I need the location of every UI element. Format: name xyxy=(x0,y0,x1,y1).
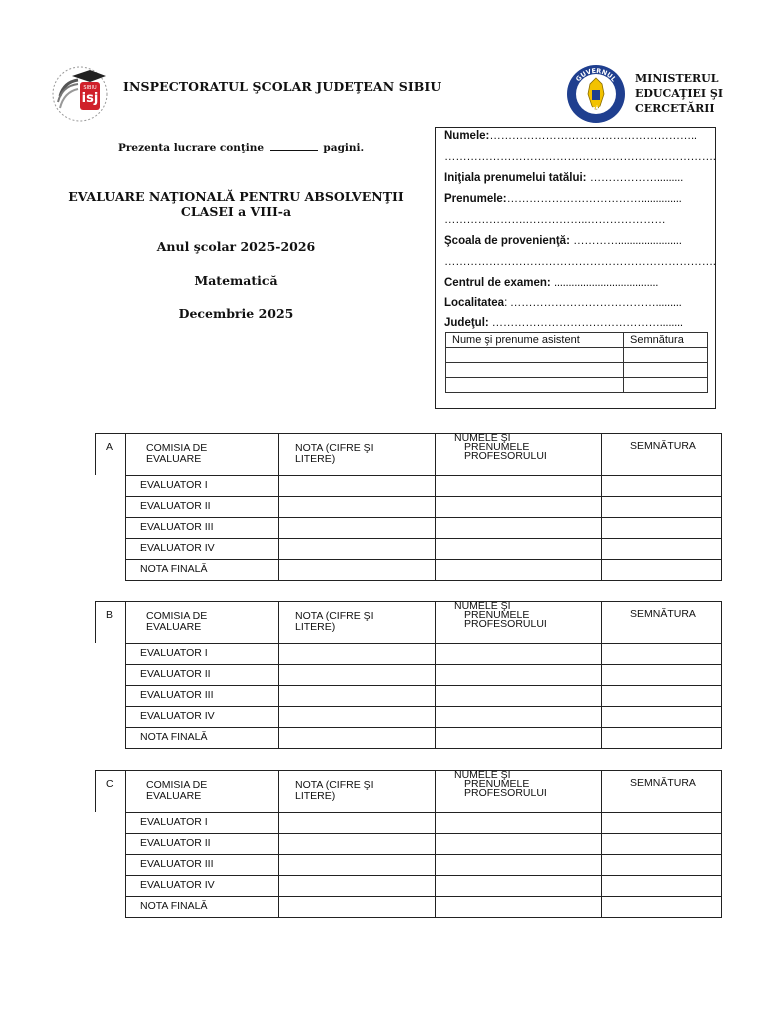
teacher-name-header-line: PRENUMELE xyxy=(464,609,530,621)
subject: Matematică xyxy=(194,273,278,288)
exam-month: Decembrie 2025 xyxy=(178,306,294,321)
commission-header xyxy=(126,771,279,813)
teacher-name-header-line: PROFESORULUI xyxy=(464,787,547,799)
isj-logo-text: SIBIU xyxy=(83,85,97,91)
spacer-cell xyxy=(96,475,126,496)
assistant-name-cell[interactable] xyxy=(446,378,624,393)
grade-cell[interactable] xyxy=(279,643,436,664)
grade-cell[interactable] xyxy=(279,685,436,706)
candidate-name-field[interactable] xyxy=(444,130,697,142)
evaluator-label: EVALUATOR IV xyxy=(126,538,279,559)
grade-header-line: LITERE) xyxy=(295,790,336,803)
commission-header-line: COMISIA DE xyxy=(146,779,208,792)
spacer-cell xyxy=(96,496,126,517)
grade-header-line: NOTA (CIFRE ŞI xyxy=(295,610,374,623)
grade-cell[interactable] xyxy=(279,833,436,854)
teacher-name-cell[interactable] xyxy=(436,685,602,706)
first-name-label: Prenumele: xyxy=(444,193,507,205)
grade-cell[interactable] xyxy=(279,475,436,496)
grade-cell[interactable] xyxy=(279,496,436,517)
teacher-name-cell[interactable] xyxy=(436,496,602,517)
evaluator-row xyxy=(96,517,722,538)
spacer-cell xyxy=(96,833,126,854)
signature-cell[interactable] xyxy=(602,496,722,517)
exam-title-line-2: CLASEI a VIII-a xyxy=(180,204,292,219)
evaluator-row xyxy=(96,875,722,896)
grade-header xyxy=(279,602,436,644)
commission-header xyxy=(126,602,279,644)
assistant-signature-cell[interactable] xyxy=(624,378,708,393)
signature-cell[interactable] xyxy=(602,559,722,580)
locality-label: Localitatea xyxy=(444,297,505,309)
spacer-cell xyxy=(96,685,126,706)
spacer-cell xyxy=(96,875,126,896)
evaluator-label: EVALUATOR II xyxy=(126,833,279,854)
exam-center-label: Centrul de examen: xyxy=(444,277,551,289)
teacher-name-header-line: NUMELE ŞI xyxy=(454,432,511,444)
grade-cell[interactable] xyxy=(279,664,436,685)
evaluator-label: EVALUATOR IV xyxy=(126,875,279,896)
exam-title xyxy=(60,189,412,219)
assistant-table xyxy=(445,332,708,393)
ministry-title xyxy=(635,71,723,116)
teacher-name-cell[interactable] xyxy=(436,854,602,875)
evaluator-label: EVALUATOR III xyxy=(126,854,279,875)
teacher-name-cell[interactable] xyxy=(436,706,602,727)
signature-cell[interactable] xyxy=(602,664,722,685)
evaluator-row xyxy=(96,559,722,580)
svg-text:GUVERNUL: GUVERNUL xyxy=(574,66,618,84)
grade-cell[interactable] xyxy=(279,706,436,727)
teacher-name-header-line: NUMELE ŞI xyxy=(454,769,511,781)
assistant-signature-cell[interactable] xyxy=(624,363,708,378)
first-name-field[interactable] xyxy=(444,193,682,205)
evaluation-table-letter: B xyxy=(96,602,126,644)
signature-cell[interactable] xyxy=(602,706,722,727)
teacher-name-cell[interactable] xyxy=(436,475,602,496)
signature-header: SEMNĂTURA xyxy=(602,602,722,644)
grade-cell[interactable] xyxy=(279,727,436,748)
pages-count-blank[interactable] xyxy=(270,141,318,151)
assistant-name-cell[interactable] xyxy=(446,363,624,378)
school-year: Anul şcolar 2025-2026 xyxy=(156,239,316,254)
grade-header-line: NOTA (CIFRE ŞI xyxy=(295,779,374,792)
signature-cell[interactable] xyxy=(602,643,722,664)
government-seal-logo xyxy=(566,64,626,124)
signature-cell[interactable] xyxy=(602,812,722,833)
exam-center-field[interactable] xyxy=(444,277,658,289)
teacher-name-header-line: PRENUMELE xyxy=(464,778,530,790)
evaluation-table xyxy=(95,433,722,581)
commission-header-line: COMISIA DE xyxy=(146,442,208,455)
county-field[interactable] xyxy=(444,317,683,329)
ministry-title-line: MINISTERUL xyxy=(635,72,719,85)
teacher-name-cell[interactable] xyxy=(436,664,602,685)
father-initial-label: Iniţiala prenumelui tatălui: xyxy=(444,172,587,184)
assistant-name-cell[interactable] xyxy=(446,348,624,363)
signature-cell[interactable] xyxy=(602,517,722,538)
locality-field[interactable] xyxy=(444,297,682,309)
evaluator-label: EVALUATOR III xyxy=(126,685,279,706)
spacer-cell xyxy=(96,517,126,538)
father-initial-dots: ………………......... xyxy=(589,172,683,184)
evaluator-row xyxy=(96,475,722,496)
grade-header-line: LITERE) xyxy=(295,621,336,634)
grade-cell[interactable] xyxy=(279,812,436,833)
teacher-name-header-line: NUMELE ŞI xyxy=(454,600,511,612)
evaluator-row xyxy=(96,643,722,664)
svg-text:ROMÂNIEI: ROMÂNIEI xyxy=(578,99,614,114)
grade-cell[interactable] xyxy=(279,538,436,559)
county-label: Judeţul: xyxy=(444,317,489,329)
grade-cell[interactable] xyxy=(279,517,436,538)
evaluator-row xyxy=(96,896,722,917)
candidate-name-field-continued[interactable] xyxy=(444,151,716,163)
candidate-name-label: Numele: xyxy=(444,130,490,142)
first-name-dots-2: ………………….……………..………………… xyxy=(444,214,666,226)
teacher-name-cell[interactable] xyxy=(436,833,602,854)
school-origin-field[interactable] xyxy=(444,235,682,247)
isj-logo xyxy=(50,62,110,124)
school-origin-label: Şcoala de provenienţă: xyxy=(444,235,570,247)
evaluator-row xyxy=(96,854,722,875)
teacher-name-cell[interactable] xyxy=(436,875,602,896)
evaluator-row xyxy=(96,496,722,517)
signature-cell[interactable] xyxy=(602,875,722,896)
candidate-info-box xyxy=(435,127,716,409)
evaluator-label: EVALUATOR II xyxy=(126,664,279,685)
evaluator-row xyxy=(96,812,722,833)
teacher-name-cell[interactable] xyxy=(436,896,602,917)
school-origin-dots: …………...................... xyxy=(573,235,682,247)
spacer-cell xyxy=(96,896,126,917)
first-name-dots: ……………………………….............. xyxy=(506,193,682,205)
spacer-cell xyxy=(96,643,126,664)
signature-cell[interactable] xyxy=(602,896,722,917)
exam-center-dots: .................................... xyxy=(553,277,659,289)
signature-header: SEMNĂTURA xyxy=(602,434,722,476)
pages-suffix: pagini. xyxy=(323,142,365,154)
grade-header xyxy=(279,771,436,813)
signature-cell[interactable] xyxy=(602,727,722,748)
evaluation-table-letter: C xyxy=(96,771,126,813)
evaluator-row xyxy=(96,833,722,854)
teacher-name-header-line: PRENUMELE xyxy=(464,441,530,453)
first-name-field-continued[interactable] xyxy=(444,214,666,226)
ministry-title-line: EDUCAŢIEI ŞI xyxy=(635,87,723,100)
teacher-name-header-line: PROFESORULUI xyxy=(464,450,547,462)
assistant-signature-cell[interactable] xyxy=(624,348,708,363)
county-dots: ………………………………………........ xyxy=(488,317,683,329)
commission-header-line: EVALUARE xyxy=(146,790,202,803)
spacer-cell xyxy=(96,812,126,833)
pages-prefix: Prezenta lucrare conţine xyxy=(118,142,265,154)
signature-cell[interactable] xyxy=(602,685,722,706)
teacher-name-cell[interactable] xyxy=(436,727,602,748)
evaluator-label: EVALUATOR I xyxy=(126,812,279,833)
spacer-cell xyxy=(96,664,126,685)
teacher-name-header-line: PROFESORULUI xyxy=(464,618,547,630)
spacer-cell xyxy=(96,854,126,875)
evaluator-label: EVALUATOR II xyxy=(126,496,279,517)
svg-text:isj: isj xyxy=(81,91,99,106)
teacher-name-cell[interactable] xyxy=(436,812,602,833)
teacher-name-cell[interactable] xyxy=(436,517,602,538)
signature-cell[interactable] xyxy=(602,854,722,875)
evaluator-row xyxy=(96,664,722,685)
signature-header: SEMNĂTURA xyxy=(602,771,722,813)
commission-header-line: COMISIA DE xyxy=(146,610,208,623)
pages-count-line xyxy=(118,141,364,154)
evaluator-row xyxy=(96,538,722,559)
evaluator-label: EVALUATOR IV xyxy=(126,706,279,727)
commission-header xyxy=(126,434,279,476)
teacher-name-header xyxy=(436,771,602,813)
isj-title: INSPECTORATUL ŞCOLAR JUDEŢEAN SIBIU xyxy=(123,79,442,94)
spacer-cell xyxy=(96,727,126,748)
spacer-cell xyxy=(96,559,126,580)
assistant-name-header: Nume şi prenume asistent xyxy=(446,333,624,348)
exam-title-line-1: EVALUARE NAŢIONALĂ PENTRU ABSOLVENŢII xyxy=(68,189,404,204)
grade-cell[interactable] xyxy=(279,854,436,875)
grade-cell[interactable] xyxy=(279,896,436,917)
grade-header-line: LITERE) xyxy=(295,453,336,466)
teacher-name-header xyxy=(436,434,602,476)
evaluator-row xyxy=(96,727,722,748)
commission-header-line: EVALUARE xyxy=(146,621,202,634)
candidate-name-dots: ……………………………………………….. xyxy=(489,130,697,142)
teacher-name-header xyxy=(436,602,602,644)
evaluator-label: NOTA FINALĂ xyxy=(126,896,279,917)
evaluation-table xyxy=(95,770,722,918)
grade-header-line: NOTA (CIFRE ŞI xyxy=(295,442,374,455)
spacer-cell xyxy=(96,538,126,559)
evaluator-label: EVALUATOR III xyxy=(126,517,279,538)
signature-cell[interactable] xyxy=(602,538,722,559)
evaluator-label: NOTA FINALĂ xyxy=(126,727,279,748)
spacer-cell xyxy=(96,706,126,727)
evaluation-table-letter: A xyxy=(96,434,126,476)
evaluator-label: EVALUATOR I xyxy=(126,475,279,496)
grade-header xyxy=(279,434,436,476)
signature-cell[interactable] xyxy=(602,475,722,496)
teacher-name-cell[interactable] xyxy=(436,559,602,580)
ministry-title-line: CERCETĂRII xyxy=(635,102,715,115)
commission-header-line: EVALUARE xyxy=(146,453,202,466)
evaluator-label: NOTA FINALĂ xyxy=(126,559,279,580)
father-initial-field[interactable] xyxy=(444,172,683,184)
school-origin-field-continued[interactable] xyxy=(444,256,716,268)
assistant-signature-header: Semnătura xyxy=(624,333,708,348)
evaluation-table xyxy=(95,601,722,749)
school-origin-dots-2: ………………………………………………………………. xyxy=(444,256,716,268)
locality-dots: : …………………………………......... xyxy=(504,297,682,309)
teacher-name-cell[interactable] xyxy=(436,643,602,664)
signature-cell[interactable] xyxy=(602,833,722,854)
grade-cell[interactable] xyxy=(279,875,436,896)
evaluator-label: EVALUATOR I xyxy=(126,643,279,664)
evaluator-row xyxy=(96,706,722,727)
candidate-name-dots-2: ………………………………………………………………. xyxy=(444,151,716,163)
evaluator-row xyxy=(96,685,722,706)
teacher-name-cell[interactable] xyxy=(436,538,602,559)
grade-cell[interactable] xyxy=(279,559,436,580)
